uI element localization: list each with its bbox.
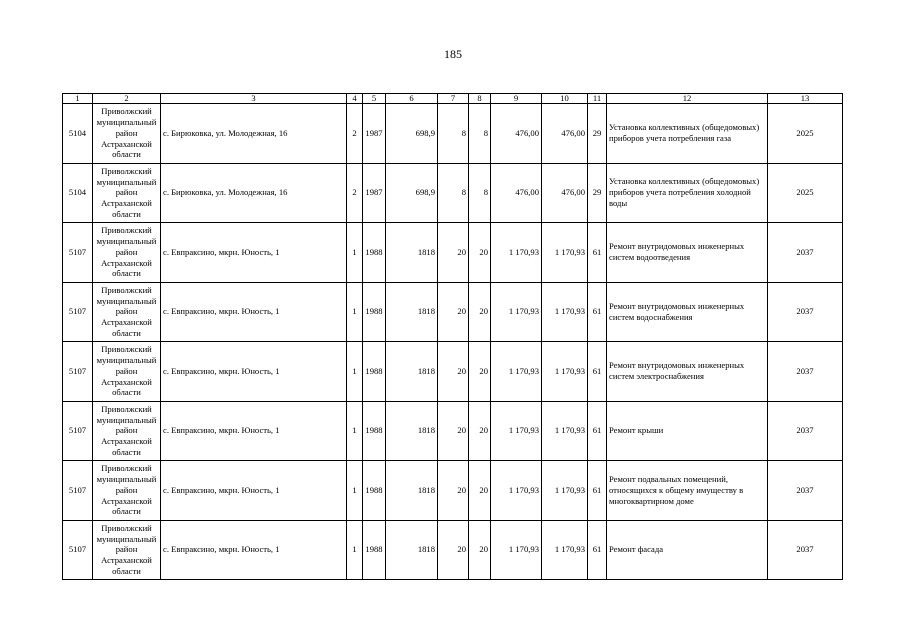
cell-year-planned: 2037 xyxy=(768,342,843,402)
header-row xyxy=(63,94,843,104)
cell-col7: 20 xyxy=(438,520,469,580)
cell-area: 1818 xyxy=(386,342,438,402)
cell-cost-total: 476,00 xyxy=(542,104,588,164)
cell-col7: 20 xyxy=(438,282,469,342)
cell-year: 1988 xyxy=(363,342,386,402)
cell-cost: 1 170,93 xyxy=(491,342,542,402)
cell-house-id: 5107 xyxy=(63,223,93,283)
cell-address: с. Евпраксино, мкрн. Юность, 1 xyxy=(161,282,347,342)
cell-district: Приволжский муниципальный район Астраханской области xyxy=(93,401,161,461)
cell-work-type: Ремонт внутридомовых инженерных систем водоснабжения xyxy=(607,282,768,342)
cell-col11: 61 xyxy=(588,401,607,461)
cell-year: 1987 xyxy=(363,163,386,223)
cell-col8: 20 xyxy=(469,342,491,402)
cell-year-planned: 2025 xyxy=(768,104,843,164)
cell-house-id: 5107 xyxy=(63,520,93,580)
data-table xyxy=(62,93,843,580)
cell-year: 1988 xyxy=(363,461,386,521)
cell-cost: 476,00 xyxy=(491,104,542,164)
column-header-7: 7 xyxy=(438,94,469,104)
column-header-4: 4 xyxy=(347,94,363,104)
column-header-5: 5 xyxy=(363,94,386,104)
table-row xyxy=(63,401,843,461)
cell-area: 698,9 xyxy=(386,104,438,164)
table-row xyxy=(63,223,843,283)
cell-work-type: Ремонт внутридомовых инженерных систем электроснабжения xyxy=(607,342,768,402)
cell-district: Приволжский муниципальный район Астраханской области xyxy=(93,104,161,164)
page-number: 185 xyxy=(444,47,462,61)
cell-year-planned: 2037 xyxy=(768,520,843,580)
cell-cost-total: 1 170,93 xyxy=(542,461,588,521)
cell-floors: 1 xyxy=(347,461,363,521)
cell-floors: 1 xyxy=(347,401,363,461)
cell-district: Приволжский муниципальный район Астраханской области xyxy=(93,342,161,402)
cell-col11: 61 xyxy=(588,282,607,342)
cell-house-id: 5104 xyxy=(63,104,93,164)
cell-year: 1988 xyxy=(363,223,386,283)
column-header-12: 12 xyxy=(607,94,768,104)
cell-col8: 8 xyxy=(469,104,491,164)
cell-house-id: 5107 xyxy=(63,401,93,461)
cell-col8: 20 xyxy=(469,223,491,283)
table-row xyxy=(63,520,843,580)
column-header-11: 11 xyxy=(588,94,607,104)
cell-work-type: Установка коллективных (общедомовых) приборов учета потребления холодной воды xyxy=(607,163,768,223)
table-row xyxy=(63,163,843,223)
cell-area: 1818 xyxy=(386,520,438,580)
cell-house-id: 5104 xyxy=(63,163,93,223)
column-header-1: 1 xyxy=(63,94,93,104)
cell-cost-total: 476,00 xyxy=(542,163,588,223)
cell-work-type: Ремонт крыши xyxy=(607,401,768,461)
cell-col11: 61 xyxy=(588,223,607,283)
table-row xyxy=(63,104,843,164)
cell-house-id: 5107 xyxy=(63,461,93,521)
cell-col7: 8 xyxy=(438,163,469,223)
cell-col7: 8 xyxy=(438,104,469,164)
cell-area: 698,9 xyxy=(386,163,438,223)
cell-year: 1988 xyxy=(363,401,386,461)
cell-col11: 61 xyxy=(588,461,607,521)
cell-col8: 8 xyxy=(469,163,491,223)
cell-work-type: Ремонт фасада xyxy=(607,520,768,580)
cell-year: 1988 xyxy=(363,520,386,580)
cell-floors: 1 xyxy=(347,342,363,402)
cell-work-type: Ремонт подвальных помещений, относящихся к общему имуществу в многоквартирном доме xyxy=(607,461,768,521)
cell-cost: 1 170,93 xyxy=(491,401,542,461)
cell-area: 1818 xyxy=(386,401,438,461)
cell-year: 1987 xyxy=(363,104,386,164)
cell-house-id: 5107 xyxy=(63,282,93,342)
cell-col11: 61 xyxy=(588,342,607,402)
column-header-8: 8 xyxy=(469,94,491,104)
cell-floors: 1 xyxy=(347,282,363,342)
cell-district: Приволжский муниципальный район Астраханской области xyxy=(93,282,161,342)
cell-col8: 20 xyxy=(469,282,491,342)
table-body xyxy=(63,104,843,580)
column-header-2: 2 xyxy=(93,94,161,104)
cell-cost: 1 170,93 xyxy=(491,223,542,283)
cell-address: с. Бирюковка, ул. Молодежная, 16 xyxy=(161,163,347,223)
cell-cost: 1 170,93 xyxy=(491,520,542,580)
cell-cost: 1 170,93 xyxy=(491,461,542,521)
column-header-9: 9 xyxy=(491,94,542,104)
cell-col8: 20 xyxy=(469,520,491,580)
cell-district: Приволжский муниципальный район Астраханской области xyxy=(93,223,161,283)
cell-col7: 20 xyxy=(438,461,469,521)
cell-col7: 20 xyxy=(438,401,469,461)
column-header-6: 6 xyxy=(386,94,438,104)
cell-col11: 29 xyxy=(588,104,607,164)
cell-year-planned: 2037 xyxy=(768,401,843,461)
column-header-3: 3 xyxy=(161,94,347,104)
cell-col7: 20 xyxy=(438,223,469,283)
cell-floors: 1 xyxy=(347,223,363,283)
table-row xyxy=(63,342,843,402)
cell-area: 1818 xyxy=(386,461,438,521)
column-header-13: 13 xyxy=(768,94,843,104)
cell-work-type: Установка коллективных (общедомовых) приборов учета потребления газа xyxy=(607,104,768,164)
cell-col8: 20 xyxy=(469,461,491,521)
cell-address: с. Евпраксино, мкрн. Юность, 1 xyxy=(161,223,347,283)
cell-district: Приволжский муниципальный район Астраханской области xyxy=(93,461,161,521)
cell-year-planned: 2025 xyxy=(768,163,843,223)
cell-cost-total: 1 170,93 xyxy=(542,282,588,342)
cell-col11: 29 xyxy=(588,163,607,223)
cell-col11: 61 xyxy=(588,520,607,580)
cell-district: Приволжский муниципальный район Астраханской области xyxy=(93,163,161,223)
cell-floors: 1 xyxy=(347,520,363,580)
table-row xyxy=(63,461,843,521)
cell-area: 1818 xyxy=(386,282,438,342)
cell-area: 1818 xyxy=(386,223,438,283)
cell-address: с. Евпраксино, мкрн. Юность, 1 xyxy=(161,342,347,402)
table-row xyxy=(63,282,843,342)
cell-col7: 20 xyxy=(438,342,469,402)
cell-cost: 476,00 xyxy=(491,163,542,223)
cell-year-planned: 2037 xyxy=(768,461,843,521)
cell-cost-total: 1 170,93 xyxy=(542,401,588,461)
cell-year-planned: 2037 xyxy=(768,282,843,342)
cell-floors: 2 xyxy=(347,104,363,164)
cell-cost-total: 1 170,93 xyxy=(542,520,588,580)
cell-year: 1988 xyxy=(363,282,386,342)
cell-house-id: 5107 xyxy=(63,342,93,402)
cell-address: с. Евпраксино, мкрн. Юность, 1 xyxy=(161,461,347,521)
cell-work-type: Ремонт внутридомовых инженерных систем водоотведения xyxy=(607,223,768,283)
cell-col8: 20 xyxy=(469,401,491,461)
cell-address: с. Евпраксино, мкрн. Юность, 1 xyxy=(161,401,347,461)
cell-cost: 1 170,93 xyxy=(491,282,542,342)
cell-cost-total: 1 170,93 xyxy=(542,223,588,283)
cell-cost-total: 1 170,93 xyxy=(542,342,588,402)
cell-address: с. Евпраксино, мкрн. Юность, 1 xyxy=(161,520,347,580)
table-header xyxy=(63,94,843,104)
column-header-10: 10 xyxy=(542,94,588,104)
cell-floors: 2 xyxy=(347,163,363,223)
cell-year-planned: 2037 xyxy=(768,223,843,283)
cell-address: с. Бирюковка, ул. Молодежная, 16 xyxy=(161,104,347,164)
cell-district: Приволжский муниципальный район Астраханской области xyxy=(93,520,161,580)
